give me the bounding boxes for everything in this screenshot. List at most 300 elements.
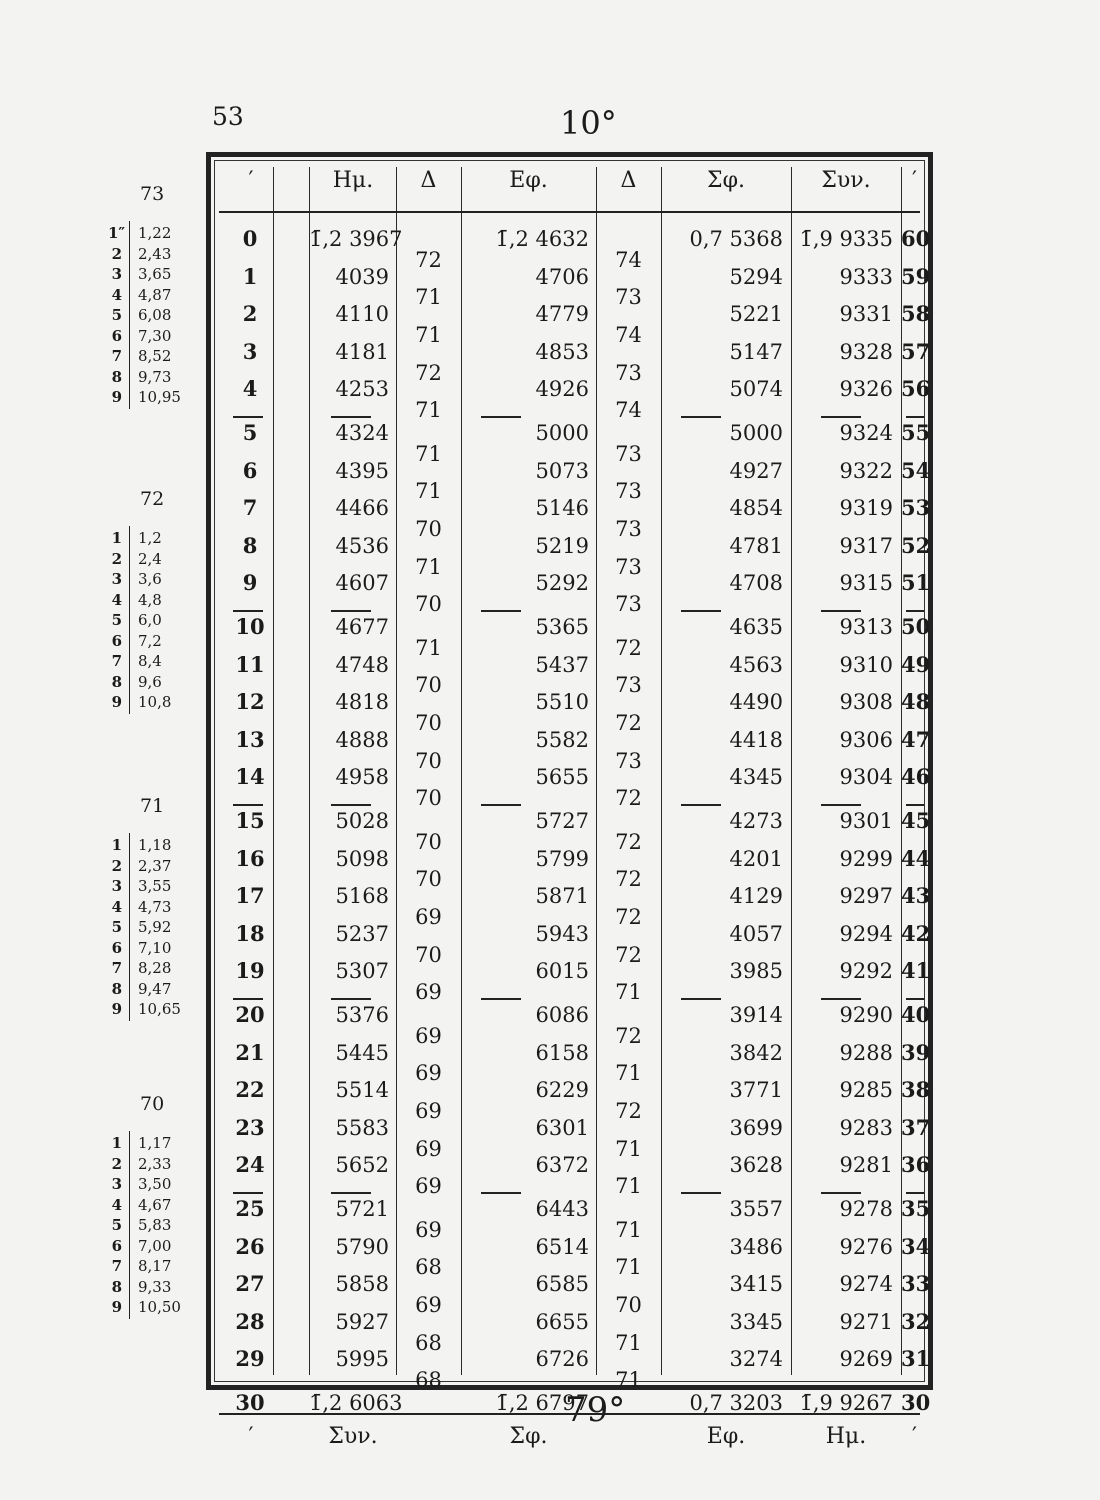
- row-minute: 3: [242, 338, 258, 364]
- group-separator-dash: [821, 1192, 861, 1194]
- delta-sine: 71: [415, 635, 442, 660]
- row-minute-right: 45: [901, 808, 931, 833]
- row-cosine: 9331: [839, 302, 893, 327]
- group-separator-dash: [481, 610, 521, 612]
- header-tangent: Εφ.: [509, 168, 548, 193]
- delta-sine: 70: [415, 786, 442, 811]
- row-tangent: 6726: [535, 1347, 589, 1372]
- proportional-parts-value: 8,28: [138, 959, 172, 977]
- delta-tangent: 71: [615, 1255, 642, 1280]
- group-separator-dash: [331, 804, 371, 806]
- proportional-parts-value: 7,30: [138, 326, 172, 345]
- row-cosine: 9328: [839, 339, 893, 364]
- proportional-parts-digit: 6: [111, 631, 122, 650]
- delta-sine: 70: [415, 592, 442, 617]
- row-sine: 5721: [335, 1197, 389, 1221]
- row-cosine: 9292: [839, 959, 893, 984]
- row-minute-right: 53: [901, 495, 931, 521]
- row-minute-right: 59: [901, 263, 931, 289]
- row-minute-right: 30: [901, 1390, 931, 1415]
- delta-tangent: 72: [615, 1023, 642, 1048]
- row-cosine: 9317: [839, 533, 893, 558]
- proportional-parts-row: [108, 876, 198, 896]
- header-cotangent: Σφ.: [707, 168, 745, 193]
- delta-tangent: 72: [615, 711, 642, 735]
- footer-minutes-right: ′: [912, 1424, 917, 1449]
- row-cotangent: 4273: [729, 809, 783, 833]
- row-cosine: 9308: [839, 690, 893, 715]
- row-tangent: 6585: [535, 1272, 589, 1297]
- delta-sine: 69: [415, 1061, 442, 1086]
- delta-tangent: 71: [615, 1217, 642, 1242]
- row-sine: 4110: [335, 302, 389, 327]
- row-cotangent: 3557: [729, 1197, 783, 1221]
- proportional-parts-digit: 8: [111, 1277, 122, 1296]
- row-minute-right: 60: [901, 226, 931, 251]
- header-minutes-left: ′: [248, 168, 254, 193]
- row-sine: 5790: [335, 1234, 389, 1259]
- row-minute: 27: [235, 1271, 265, 1297]
- delta-sine: 72: [415, 360, 442, 385]
- proportional-parts-row: [108, 285, 198, 305]
- row-minute: 7: [242, 495, 258, 521]
- row-minute: 15: [235, 808, 265, 833]
- proportional-parts-row: [108, 367, 198, 387]
- proportional-parts-digit: 9: [111, 1298, 122, 1316]
- row-minute: 17: [235, 883, 265, 909]
- proportional-parts-value: 10,95: [138, 388, 181, 406]
- group-separator-dash: [681, 1192, 721, 1194]
- row-cosine: 1̄,9 9267: [799, 1391, 893, 1415]
- delta-tangent: 74: [615, 398, 642, 423]
- proportional-parts-value: 4,73: [138, 897, 172, 916]
- proportional-parts-digit: 5: [111, 1216, 122, 1234]
- group-separator-dash: [481, 416, 521, 418]
- row-sine: 5376: [335, 1003, 389, 1027]
- row-tangent: 5510: [535, 690, 589, 715]
- group-separator-dash: [481, 1386, 521, 1388]
- row-minute: 16: [235, 845, 265, 871]
- proportional-parts-row: [108, 1256, 198, 1276]
- row-sine: 4253: [335, 377, 389, 402]
- row-minute-right: 42: [901, 920, 931, 946]
- row-minute-right: 52: [901, 532, 931, 558]
- page-number: 53: [212, 102, 244, 131]
- row-tangent: 5219: [535, 533, 589, 558]
- row-cotangent: 3345: [729, 1309, 783, 1334]
- row-tangent: 5437: [535, 652, 589, 677]
- proportional-parts-digit: 1: [111, 529, 122, 547]
- row-cotangent: 3274: [729, 1347, 783, 1372]
- delta-sine: 70: [415, 673, 442, 698]
- proportional-parts-digit: 2: [111, 549, 122, 568]
- row-minute-right: 57: [901, 338, 931, 364]
- proportional-parts-value: 2,37: [138, 856, 172, 875]
- row-sine: 5237: [335, 921, 389, 946]
- proportional-parts-row: [108, 938, 198, 958]
- row-cosine: 9271: [839, 1309, 893, 1334]
- proportional-parts-digit: 4: [111, 897, 122, 916]
- proportional-parts-digit: 7: [111, 347, 122, 365]
- row-cosine: 9324: [839, 421, 893, 445]
- group-separator-dash: [821, 610, 861, 612]
- row-tangent: 1̄,2 4632: [495, 227, 589, 251]
- row-cotangent: 5221: [729, 302, 783, 327]
- proportional-parts-value: 3,50: [138, 1175, 172, 1193]
- group-separator-dash: [681, 998, 721, 1000]
- row-minute-right: 43: [901, 883, 931, 909]
- row-cotangent: 3985: [729, 959, 783, 984]
- group-separator-dash: [821, 998, 861, 1000]
- proportional-parts-row: [108, 631, 198, 651]
- row-minute: 25: [235, 1196, 265, 1221]
- row-minute-right: 37: [901, 1114, 931, 1140]
- row-cosine: 9290: [839, 1003, 893, 1027]
- proportional-parts-value: 5,92: [138, 918, 172, 936]
- row-sine: 4181: [335, 339, 389, 364]
- row-cosine: 9306: [839, 727, 893, 752]
- group-separator-dash: [681, 804, 721, 806]
- proportional-parts-value: 4,8: [138, 590, 162, 609]
- row-minute-right: 39: [901, 1039, 931, 1065]
- row-minute-right: 49: [901, 651, 931, 677]
- row-minute: 29: [235, 1346, 265, 1372]
- row-cosine: 9326: [839, 377, 893, 402]
- trig-table: [206, 152, 933, 1449]
- proportional-parts-digit: 4: [111, 285, 122, 304]
- delta-sine: 68: [415, 1330, 442, 1355]
- row-sine: 5583: [335, 1115, 389, 1140]
- row-cotangent: 4345: [729, 765, 783, 790]
- group-separator-dash: [906, 1386, 924, 1388]
- row-sine: 4818: [335, 690, 389, 715]
- proportional-parts-value: 6,0: [138, 611, 162, 629]
- row-sine: 5652: [335, 1153, 389, 1178]
- row-cosine: 9269: [839, 1347, 893, 1372]
- row-cotangent: 4854: [729, 496, 783, 521]
- delta-tangent: 71: [615, 1136, 642, 1161]
- delta-sine: 69: [415, 1023, 442, 1048]
- row-tangent: 5292: [535, 571, 589, 596]
- row-cosine: 9304: [839, 765, 893, 790]
- row-minute: 20: [235, 1002, 265, 1027]
- group-separator-dash: [481, 998, 521, 1000]
- header-delta-sine: Δ: [420, 168, 437, 193]
- delta-tangent: 71: [615, 1061, 642, 1086]
- row-minute: 8: [242, 532, 258, 558]
- row-tangent: 5655: [535, 765, 589, 790]
- row-minute-right: 55: [901, 420, 931, 445]
- proportional-parts-value: 4,87: [138, 285, 172, 304]
- group-separator-dash: [906, 998, 924, 1000]
- proportional-parts-digit: 8: [111, 672, 122, 691]
- row-sine: 1̄,2 6063: [309, 1391, 403, 1415]
- delta-sine: 71: [415, 554, 442, 579]
- row-cotangent: 4057: [729, 921, 783, 946]
- row-minute: 26: [235, 1233, 265, 1259]
- row-sine: 5098: [335, 846, 389, 871]
- delta-sine: 70: [415, 867, 442, 892]
- group-separator-dash: [681, 416, 721, 418]
- delta-tangent: 72: [615, 786, 642, 811]
- proportional-parts-row: [108, 264, 198, 284]
- proportional-parts-value: 8,52: [138, 347, 172, 365]
- row-tangent: 4853: [535, 339, 589, 364]
- group-separator-dash: [906, 804, 924, 806]
- delta-sine: 68: [415, 1368, 442, 1393]
- proportional-parts-digit: 5: [111, 611, 122, 629]
- proportional-parts-row: [108, 917, 198, 937]
- group-separator-dash: [331, 416, 371, 418]
- group-separator-dash: [233, 416, 263, 418]
- row-sine: 4888: [335, 727, 389, 752]
- proportional-parts-digit: 6: [111, 326, 122, 345]
- row-tangent: 5582: [535, 727, 589, 752]
- row-tangent: 6158: [535, 1040, 589, 1065]
- proportional-parts-row: [108, 835, 198, 855]
- row-cosine: 9315: [839, 571, 893, 596]
- row-cotangent: 3771: [729, 1078, 783, 1103]
- delta-sine: 70: [415, 748, 442, 773]
- row-cotangent: 3699: [729, 1115, 783, 1140]
- proportional-parts-row: [108, 610, 198, 630]
- delta-tangent: 72: [615, 635, 642, 660]
- proportional-parts-digit: 9: [111, 1000, 122, 1018]
- proportional-parts-value: 3,65: [138, 265, 172, 283]
- row-cosine: 9319: [839, 496, 893, 521]
- proportional-parts-row: [108, 387, 198, 407]
- proportional-parts-group: [108, 1093, 198, 1383]
- group-separator-dash: [821, 1386, 861, 1388]
- row-minute-right: 34: [901, 1233, 931, 1259]
- row-sine: 4748: [335, 652, 389, 677]
- delta-sine: 70: [415, 829, 442, 854]
- proportional-parts-row: [108, 1215, 198, 1235]
- row-tangent: 1̄,2 6797: [495, 1391, 589, 1415]
- proportional-parts-value: 4,67: [138, 1195, 172, 1214]
- delta-sine: 70: [415, 517, 442, 541]
- delta-tangent: 73: [615, 554, 642, 579]
- proportional-parts-group: [108, 488, 198, 778]
- row-cosine: 9333: [839, 264, 893, 289]
- row-cosine: 9281: [839, 1153, 893, 1178]
- row-cosine: 9301: [839, 809, 893, 833]
- group-separator-dash: [481, 804, 521, 806]
- row-tangent: 4926: [535, 377, 589, 402]
- delta-sine: 71: [415, 398, 442, 423]
- proportional-parts-value: 2,4: [138, 549, 162, 568]
- row-sine: 4536: [335, 533, 389, 558]
- footer-sine-label: Ημ.: [825, 1424, 867, 1449]
- proportional-parts-row: [108, 1133, 198, 1153]
- row-tangent: 6086: [535, 1003, 589, 1027]
- row-cotangent: 5147: [729, 339, 783, 364]
- proportional-parts-value: 7,10: [138, 938, 172, 957]
- proportional-parts-row: [108, 1195, 198, 1215]
- row-sine: 5514: [335, 1078, 389, 1103]
- group-separator-dash: [906, 1192, 924, 1194]
- proportional-parts-row: [108, 305, 198, 325]
- row-cosine: 9322: [839, 458, 893, 483]
- proportional-parts-row: [108, 979, 198, 999]
- row-sine: 5858: [335, 1272, 389, 1297]
- proportional-parts-value: 10,8: [138, 693, 172, 711]
- proportional-parts-row: [108, 692, 198, 712]
- row-cosine: 9310: [839, 652, 893, 677]
- proportional-parts-value: 7,00: [138, 1236, 172, 1255]
- delta-tangent: 72: [615, 829, 642, 854]
- row-cotangent: 4563: [729, 652, 783, 677]
- proportional-parts-group: [108, 183, 198, 473]
- proportional-parts-row: [108, 528, 198, 548]
- row-minute: 13: [235, 726, 265, 752]
- row-tangent: 5365: [535, 615, 589, 639]
- row-cotangent: 5294: [729, 264, 783, 289]
- proportional-parts-digit: 2: [111, 856, 122, 875]
- row-cotangent: 3486: [729, 1234, 783, 1259]
- proportional-parts-value: 2,33: [138, 1154, 172, 1173]
- proportional-parts-group: [108, 795, 198, 1085]
- row-sine: 4677: [335, 615, 389, 639]
- row-cosine: 9276: [839, 1234, 893, 1259]
- row-minute-right: 50: [901, 614, 931, 639]
- delta-sine: 69: [415, 1217, 442, 1242]
- proportional-parts-digit: 8: [111, 979, 122, 998]
- group-separator-dash: [233, 1192, 263, 1194]
- proportional-parts-heading: 70: [140, 1093, 165, 1115]
- row-cotangent: 4129: [729, 884, 783, 909]
- delta-sine: 69: [415, 980, 442, 1005]
- footer-rule: [219, 1413, 920, 1415]
- proportional-parts-row: [108, 549, 198, 569]
- row-minute: 28: [235, 1308, 265, 1334]
- row-minute: 30: [235, 1390, 265, 1415]
- group-separator-dash: [331, 998, 371, 1000]
- row-cotangent: 3914: [729, 1003, 783, 1027]
- row-minute-right: 51: [901, 570, 931, 596]
- proportional-parts-heading: 72: [140, 488, 165, 510]
- row-tangent: 6372: [535, 1153, 589, 1178]
- group-separator-dash: [331, 610, 371, 612]
- delta-tangent: 73: [615, 360, 642, 385]
- row-tangent: 5943: [535, 921, 589, 946]
- row-cosine: 9278: [839, 1197, 893, 1221]
- group-separator-dash: [233, 998, 263, 1000]
- group-separator-dash: [233, 610, 263, 612]
- group-separator-dash: [906, 416, 924, 418]
- row-sine: 4958: [335, 765, 389, 790]
- proportional-parts-digit: 1″: [108, 224, 126, 242]
- row-cosine: 9299: [839, 846, 893, 871]
- column-divider: [273, 167, 274, 1375]
- delta-tangent: 71: [615, 980, 642, 1005]
- row-cotangent: 4708: [729, 571, 783, 596]
- row-tangent: 5871: [535, 884, 589, 909]
- row-minute: 0: [242, 226, 258, 251]
- row-cotangent: 5000: [729, 421, 783, 445]
- row-tangent: 6301: [535, 1115, 589, 1140]
- delta-sine: 68: [415, 1255, 442, 1280]
- row-tangent: 6015: [535, 959, 589, 984]
- row-minute: 18: [235, 920, 265, 946]
- row-cotangent: 3415: [729, 1272, 783, 1297]
- delta-sine: 69: [415, 1136, 442, 1161]
- proportional-parts-value: 9,73: [138, 367, 172, 386]
- degree-title-bottom: 79°: [565, 1390, 626, 1430]
- row-sine: 4324: [335, 421, 389, 445]
- row-minute-right: 44: [901, 845, 931, 871]
- group-separator-dash: [331, 1386, 371, 1388]
- delta-sine: 72: [415, 247, 442, 272]
- proportional-parts-row: [108, 958, 198, 978]
- proportional-parts-row: [108, 346, 198, 366]
- row-minute: 23: [235, 1114, 265, 1140]
- row-sine: 4466: [335, 496, 389, 521]
- proportional-parts-digit: 4: [111, 1195, 122, 1214]
- row-cosine: 9283: [839, 1115, 893, 1140]
- proportional-parts-digit: 4: [111, 590, 122, 609]
- proportional-parts-value: 9,33: [138, 1277, 172, 1296]
- proportional-parts-digit: 6: [111, 1236, 122, 1255]
- row-minute: 11: [235, 651, 265, 677]
- row-minute: 12: [235, 689, 265, 715]
- row-minute-right: 36: [901, 1152, 931, 1178]
- delta-sine: 69: [415, 1099, 442, 1123]
- proportional-parts-digit: 8: [111, 367, 122, 386]
- proportional-parts-row: [108, 590, 198, 610]
- group-separator-dash: [233, 804, 263, 806]
- row-cotangent: 0,7 5368: [689, 227, 783, 251]
- row-cotangent: 4635: [729, 615, 783, 639]
- row-sine: 5927: [335, 1309, 389, 1334]
- row-minute-right: 54: [901, 457, 931, 483]
- row-tangent: 5146: [535, 496, 589, 521]
- row-minute-right: 32: [901, 1308, 931, 1334]
- row-tangent: 5073: [535, 458, 589, 483]
- group-separator-dash: [821, 416, 861, 418]
- group-separator-dash: [233, 1386, 263, 1388]
- header-cosine: Συν.: [821, 168, 871, 193]
- row-tangent: 6514: [535, 1234, 589, 1259]
- row-minute-right: 41: [901, 958, 931, 984]
- row-sine: 1̄,2 3967: [309, 227, 403, 251]
- delta-tangent: 70: [615, 1293, 642, 1317]
- delta-tangent: 73: [615, 479, 642, 504]
- proportional-parts-heading: 73: [140, 183, 165, 205]
- row-minute-right: 47: [901, 726, 931, 752]
- header-sine: Ημ.: [332, 168, 374, 193]
- row-cotangent: 0,7 3203: [689, 1391, 783, 1415]
- proportional-parts-row: [108, 856, 198, 876]
- delta-tangent: 72: [615, 867, 642, 892]
- row-minute: 5: [242, 420, 258, 445]
- proportional-parts-value: 5,83: [138, 1216, 172, 1234]
- delta-sine: 69: [415, 905, 442, 929]
- proportional-parts-digit: 3: [111, 1175, 122, 1193]
- proportional-parts-digit: 2: [111, 1154, 122, 1173]
- row-cotangent: 4418: [729, 727, 783, 752]
- row-minute-right: 56: [901, 376, 931, 402]
- delta-tangent: 73: [615, 441, 642, 466]
- proportional-parts-digit: 5: [111, 918, 122, 936]
- row-cosine: 1̄,9 9335: [799, 227, 893, 251]
- group-separator-dash: [906, 610, 924, 612]
- row-minute: 10: [235, 614, 265, 639]
- proportional-parts-value: 1,2: [138, 529, 162, 547]
- row-tangent: 5727: [535, 809, 589, 833]
- delta-tangent: 73: [615, 285, 642, 310]
- row-sine: 5028: [335, 809, 389, 833]
